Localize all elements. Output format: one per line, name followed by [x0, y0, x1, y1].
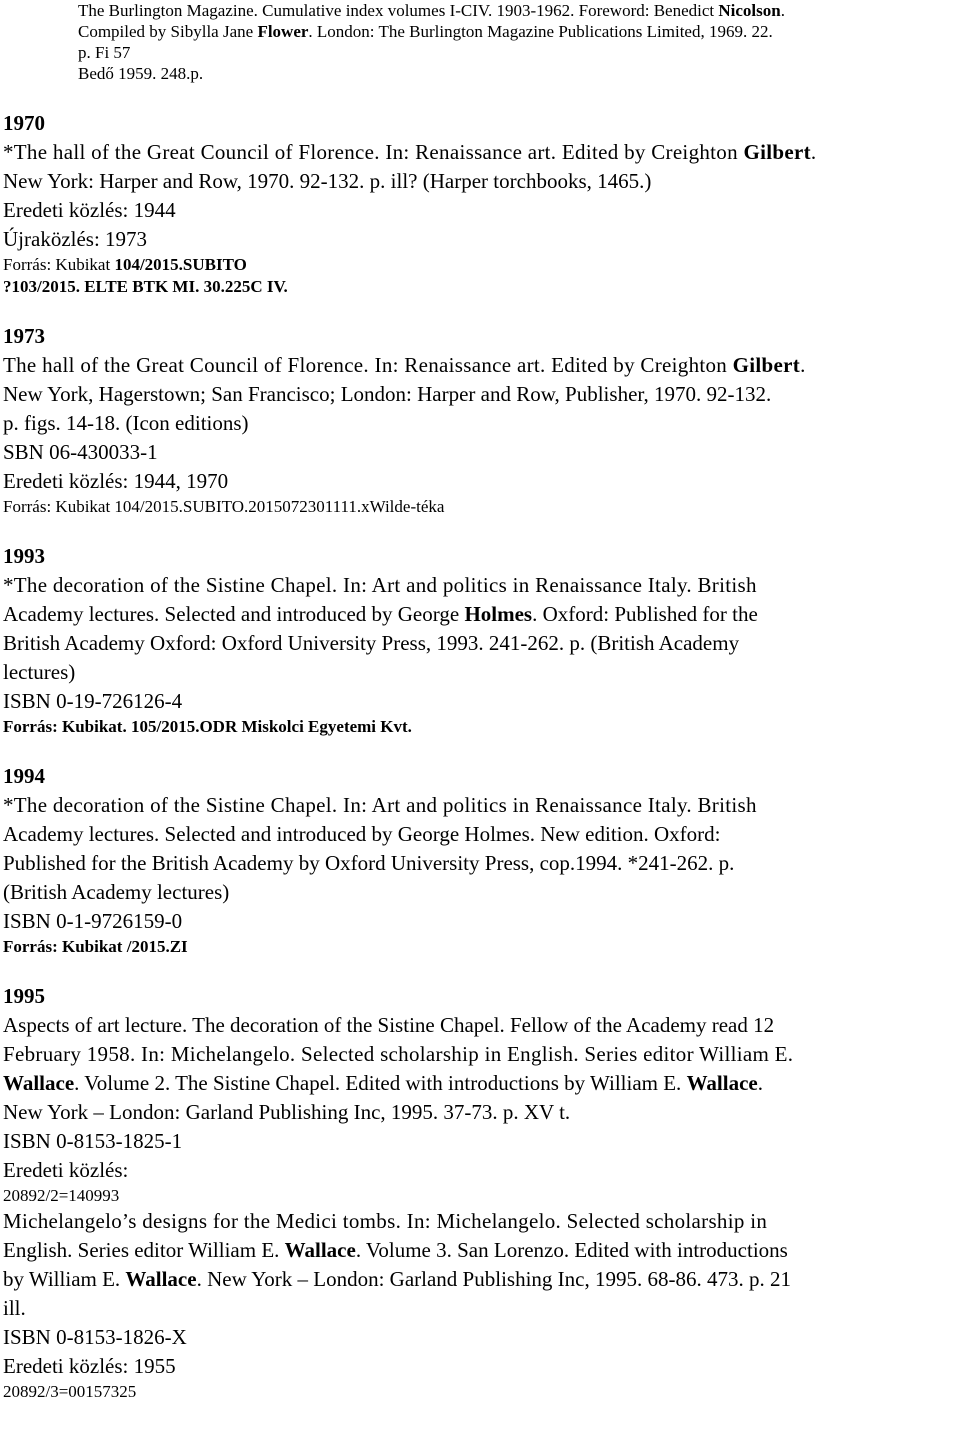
text: Forrás: Kubikat — [3, 255, 115, 274]
text: Academy lectures. Selected and introduced by George — [3, 602, 465, 626]
entry-line: *The decoration of the Sistine Chapel. In: Art and politics in Renaissance Italy. British — [3, 793, 757, 817]
entry-1993 — [0, 542, 944, 738]
entry-line: New York – London: Garland Publishing Inc, 1995. 37-73. p. XV t. — [3, 1100, 571, 1124]
entry-line: *The decoration of the Sistine Chapel. In: Art and politics in Renaissance Italy. British — [3, 573, 757, 597]
text: . Volume 3. San Lorenzo. Edited with introductions — [355, 1238, 788, 1262]
entry-line — [3, 138, 944, 167]
entry-line: Eredeti közlés: 1944, 1970 — [3, 469, 229, 493]
text: by William E. — [3, 1267, 126, 1291]
text: . New York – London: Garland Publishing Inc, 1995. 68-86. 473. p. 21 — [196, 1267, 791, 1291]
author-name: Gilbert — [732, 353, 801, 377]
entry-1994 — [0, 762, 944, 958]
entry-line: ill. — [3, 1296, 26, 1320]
author-name: Gilbert — [743, 140, 811, 164]
text: Compiled by Sibylla Jane — [78, 22, 258, 41]
text: . — [757, 1071, 763, 1095]
spacer — [0, 298, 944, 322]
text: . Volume 2. The Sistine Chapel. Edited with introductions by William E. — [74, 1071, 687, 1095]
header-line — [78, 0, 944, 21]
entry-line: Academy lectures. Selected and introduced by George Holmes. New edition. Oxford: — [3, 822, 721, 846]
entry-line: Újraközlés: 1973 — [3, 227, 148, 251]
entry-year: 1995 — [3, 984, 45, 1008]
entry-line — [3, 1265, 944, 1294]
entry-source: Forrás: Kubikat 104/2015.SUBITO.2015072301111.xWilde-téka — [3, 497, 445, 516]
entry-line: p. figs. 14-18. (Icon editions) — [3, 411, 249, 435]
spacer — [0, 738, 944, 762]
entry-line: New York: Harper and Row, 1970. 92-132. p. ill? (Harper torchbooks, 1465.) — [3, 169, 652, 193]
entry-line: Eredeti közlés: 1944 — [3, 198, 176, 222]
header-citation — [0, 0, 944, 84]
entry-1973 — [0, 322, 944, 518]
entry-line: Michelangelo’s designs for the Medici tombs. In: Michelangelo. Selected scholarship in — [3, 1209, 768, 1233]
entry-line: (British Academy lectures) — [3, 880, 230, 904]
entry-line: Eredeti közlés: 1955 — [3, 1354, 176, 1378]
header-line — [78, 21, 944, 42]
entry-year: 1970 — [3, 111, 45, 135]
text: . London: The Burlington Magazine Publications Limited, 1969. 22. — [308, 22, 773, 41]
entry-line: British Academy Oxford: Oxford University Press, 1993. 241-262. p. (British Academy — [3, 631, 740, 655]
entry-source — [3, 254, 944, 276]
spacer — [0, 958, 944, 982]
entry-line: February 1958. In: Michelangelo. Selected scholarship in English. Series editor William E. — [3, 1042, 794, 1066]
text: The Burlington Magazine. Cumulative index volumes I-CIV. 1903-1962. Foreword: Benedict — [78, 1, 719, 20]
entry-year: 1993 — [3, 544, 45, 568]
entry-1995 — [0, 982, 944, 1403]
author-name: Flower — [257, 22, 309, 41]
entry-line: SBN 06-430033-1 — [3, 440, 158, 464]
text: . — [800, 353, 806, 377]
author-name: Wallace — [125, 1267, 197, 1291]
entry-line — [3, 1069, 944, 1098]
entry-line: New York, Hagerstown; San Francisco; London: Harper and Row, Publisher, 1970. 92-132. — [3, 382, 772, 406]
text: The hall of the Great Council of Florence. In: Renaissance art. Edited by Creighton — [3, 353, 733, 377]
header-line: Bedő 1959. 248.p. — [78, 64, 204, 83]
entry-line: ISBN 0-8153-1825-1 — [3, 1129, 183, 1153]
entry-year: 1973 — [3, 324, 45, 348]
entry-line: ISBN 0-8153-1826-X — [3, 1325, 187, 1349]
entry-line: Eredeti közlés: — [3, 1158, 129, 1182]
entry-line: Aspects of art lecture. The decoration of the Sistine Chapel. Fellow of the Academy read 12 — [3, 1013, 775, 1037]
text: English. Series editor William E. — [3, 1238, 285, 1262]
text: . — [780, 1, 785, 20]
text: . Oxford: Published for the — [532, 602, 758, 626]
header-line: p. Fi 57 — [78, 43, 131, 62]
entry-source: Forrás: Kubikat. 105/2015.ODR Miskolci Egyetemi Kvt. — [3, 717, 412, 736]
entry-source: 20892/3=00157325 — [3, 1382, 137, 1401]
author-name: Wallace — [686, 1071, 758, 1095]
entry-1970 — [0, 109, 944, 298]
entry-source: 20892/2=140993 — [3, 1186, 120, 1205]
author-name: Holmes — [464, 602, 533, 626]
entry-line — [3, 1236, 944, 1265]
source-code: 104/2015.SUBITO — [114, 255, 247, 274]
entry-year: 1994 — [3, 764, 45, 788]
entry-line: ISBN 0-19-726126-4 — [3, 689, 183, 713]
spacer — [0, 518, 944, 542]
entry-line: ISBN 0-1-9726159-0 — [3, 909, 183, 933]
text: *The hall of the Great Council of Florence. In: Renaissance art. Edited by Creighton — [3, 140, 744, 164]
entry-line — [3, 351, 944, 380]
entry-source: Forrás: Kubikat /2015.ZI — [3, 937, 188, 956]
entry-line — [3, 600, 944, 629]
entry-source: ?103/2015. ELTE BTK MI. 30.225C IV. — [3, 277, 288, 296]
text: . — [810, 140, 817, 164]
author-name: Wallace — [284, 1238, 356, 1262]
author-name: Nicolson — [718, 1, 781, 20]
entry-line: lectures) — [3, 660, 76, 684]
entry-line: Published for the British Academy by Oxford University Press, cop.1994. *241-262. p. — [3, 851, 735, 875]
author-name: Wallace — [3, 1071, 75, 1095]
